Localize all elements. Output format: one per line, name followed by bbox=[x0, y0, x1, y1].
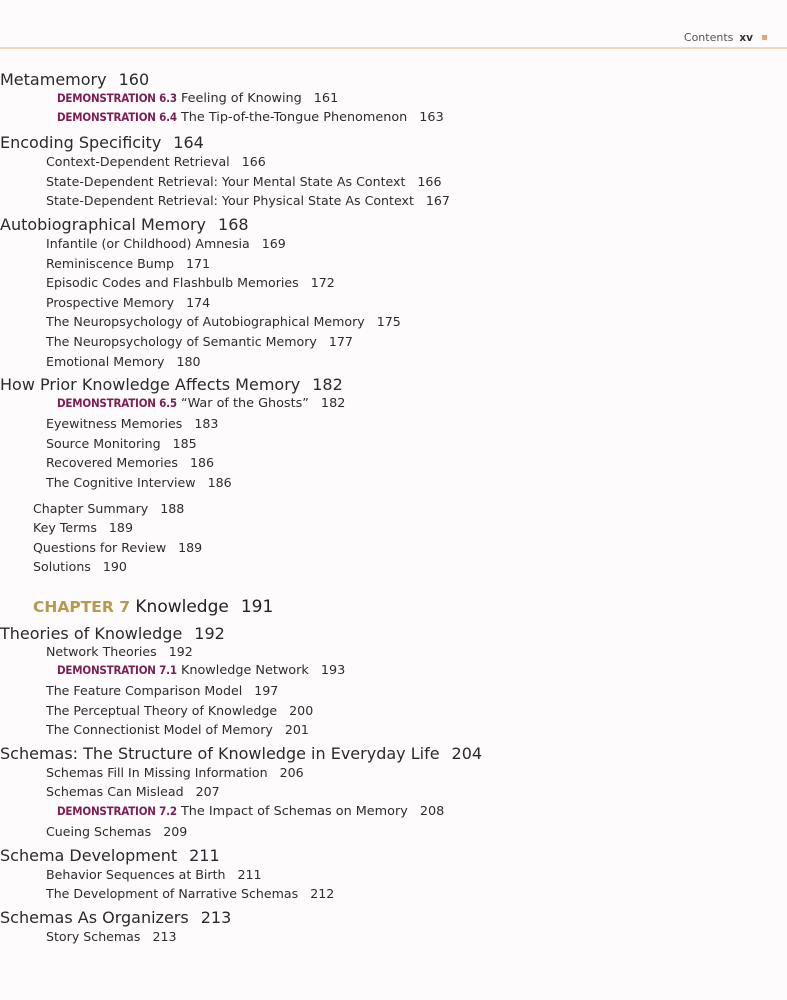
entry-title: Schema Development bbox=[0, 846, 178, 865]
entry-title: Feeling of Knowing bbox=[180, 91, 302, 106]
entry-page-number: 167 bbox=[425, 193, 450, 208]
entry-page-number: 168 bbox=[218, 215, 249, 234]
toc-entry-sub bbox=[46, 236, 286, 251]
chapter-label: CHAPTER 7 bbox=[33, 598, 130, 616]
entry-title: Recovered Memories bbox=[46, 455, 178, 470]
entry-title: Schemas: The Structure of Knowledge in Everyday Life bbox=[0, 744, 440, 763]
header-rule bbox=[0, 47, 787, 49]
entry-title: The Impact of Schemas on Memory bbox=[180, 804, 408, 819]
entry-page-number: 190 bbox=[102, 559, 127, 574]
toc-entry-section bbox=[0, 908, 231, 927]
entry-page-number: 182 bbox=[312, 375, 343, 394]
toc-entry-sub bbox=[46, 174, 441, 189]
entry-title: State-Dependent Retrieval: Your Physical State As Context bbox=[46, 193, 414, 208]
entry-page-number: 182 bbox=[320, 396, 346, 411]
toc-entry-demo bbox=[57, 91, 338, 106]
toc-entry-section bbox=[0, 846, 220, 865]
entry-title: Metamemory bbox=[0, 70, 107, 89]
entry-page-number: 213 bbox=[152, 929, 177, 944]
demonstration-label: DEMONSTRATION 7.2 bbox=[57, 804, 177, 818]
entry-page-number: 174 bbox=[186, 295, 211, 310]
entry-page-number: 191 bbox=[240, 597, 274, 617]
toc-entry-section bbox=[0, 215, 249, 234]
entry-page-number: 200 bbox=[289, 703, 314, 718]
toc-entry-sub bbox=[46, 314, 401, 329]
toc-entry-sub bbox=[46, 256, 210, 271]
entry-page-number: 164 bbox=[173, 133, 204, 152]
demonstration-label: DEMONSTRATION 6.3 bbox=[57, 91, 177, 105]
entry-title: The Neuropsychology of Semantic Memory bbox=[46, 334, 317, 349]
entry-title: Source Monitoring bbox=[46, 436, 161, 451]
entry-title: Chapter Summary bbox=[33, 501, 149, 516]
entry-page-number: 172 bbox=[310, 275, 335, 290]
entry-title: Emotional Memory bbox=[46, 354, 165, 369]
page-number: xv bbox=[739, 31, 753, 44]
entry-page-number: 192 bbox=[194, 624, 225, 643]
toc-entry-sub bbox=[46, 354, 201, 369]
entry-page-number: 180 bbox=[176, 354, 201, 369]
toc-entry-sub bbox=[46, 644, 193, 659]
entry-title: The Development of Narrative Schemas bbox=[46, 886, 299, 901]
entry-title: Context-Dependent Retrieval bbox=[46, 154, 230, 169]
entry-page-number: 163 bbox=[419, 110, 444, 125]
toc-entry-sub bbox=[46, 886, 334, 901]
entry-page-number: 204 bbox=[451, 744, 483, 763]
entry-title: Theories of Knowledge bbox=[0, 624, 183, 643]
demonstration-label: DEMONSTRATION 7.1 bbox=[57, 663, 177, 677]
entry-title: Knowledge bbox=[135, 597, 229, 617]
toc-entry-sub bbox=[46, 722, 309, 737]
toc-entry-sub bbox=[46, 416, 218, 431]
toc-entry-sub bbox=[46, 929, 177, 944]
entry-page-number: 212 bbox=[310, 886, 335, 901]
entry-page-number: 192 bbox=[168, 644, 193, 659]
entry-title: Encoding Specificity bbox=[0, 133, 162, 152]
toc-entry-section bbox=[0, 133, 204, 152]
entry-title: The Tip-of-the-Tongue Phenomenon bbox=[180, 110, 408, 125]
toc-entry-sub bbox=[46, 784, 220, 799]
running-head bbox=[684, 31, 767, 44]
toc-entry-sub bbox=[46, 824, 187, 839]
entry-page-number: 177 bbox=[328, 334, 353, 349]
entry-title: Schemas Fill In Missing Information bbox=[46, 765, 268, 780]
entry-title: Prospective Memory bbox=[46, 295, 175, 310]
entry-title: Episodic Codes and Flashbulb Memories bbox=[46, 275, 299, 290]
entry-page-number: 169 bbox=[261, 236, 286, 251]
entry-page-number: 160 bbox=[118, 70, 150, 89]
toc-entry-sub bbox=[46, 455, 214, 470]
toc-entry-sub bbox=[46, 683, 278, 698]
entry-page-number: 166 bbox=[241, 154, 266, 169]
entry-page-number: 211 bbox=[237, 867, 262, 882]
entry-title: Questions for Review bbox=[33, 540, 167, 555]
demonstration-label: DEMONSTRATION 6.5 bbox=[57, 396, 177, 410]
entry-page-number: 211 bbox=[189, 846, 220, 865]
toc-entry-section bbox=[0, 375, 343, 394]
entry-page-number: 213 bbox=[200, 908, 232, 927]
entry-title: Knowledge Network bbox=[180, 663, 309, 678]
entry-title: Autobiographical Memory bbox=[0, 215, 207, 234]
entry-page-number: 206 bbox=[279, 765, 304, 780]
entry-title: Story Schemas bbox=[46, 929, 141, 944]
entry-page-number: 189 bbox=[108, 520, 133, 535]
toc-entry-section bbox=[0, 744, 482, 763]
entry-page-number: 186 bbox=[207, 475, 232, 490]
entry-title: Eyewitness Memories bbox=[46, 416, 183, 431]
entry-page-number: 166 bbox=[417, 174, 442, 189]
entry-page-number: 193 bbox=[320, 663, 346, 678]
toc-entry-sub bbox=[46, 295, 210, 310]
toc-entry-top bbox=[33, 501, 184, 516]
toc-entry-sub bbox=[46, 193, 450, 208]
toc-entry-demo bbox=[57, 804, 444, 819]
entry-title: The Connectionist Model of Memory bbox=[46, 722, 273, 737]
entry-title: Infantile (or Childhood) Amnesia bbox=[46, 236, 250, 251]
entry-page-number: 171 bbox=[185, 256, 211, 271]
entry-title: Schemas As Organizers bbox=[0, 908, 189, 927]
entry-page-number: 186 bbox=[189, 455, 215, 470]
entry-title: The Feature Comparison Model bbox=[46, 683, 243, 698]
entry-title: Network Theories bbox=[46, 644, 157, 659]
toc-entry-sub bbox=[46, 275, 335, 290]
entry-page-number: 207 bbox=[195, 784, 220, 799]
toc-entry-section bbox=[0, 70, 149, 89]
toc-entry-demo bbox=[57, 396, 345, 411]
entry-title: Schemas Can Mislead bbox=[46, 784, 184, 799]
toc-entry-demo bbox=[57, 110, 444, 125]
toc-entry-chapter bbox=[33, 597, 273, 617]
toc-entry-section bbox=[0, 624, 225, 643]
entry-page-number: 189 bbox=[178, 540, 203, 555]
entry-page-number: 161 bbox=[313, 91, 339, 106]
entry-title: Cueing Schemas bbox=[46, 824, 152, 839]
entry-page-number: 208 bbox=[419, 804, 445, 819]
toc-entry-sub bbox=[46, 475, 232, 490]
toc-entry-top bbox=[33, 559, 127, 574]
entry-title: Reminiscence Bump bbox=[46, 256, 174, 271]
toc-entry-sub bbox=[46, 334, 353, 349]
toc-entry-sub bbox=[46, 765, 304, 780]
running-title: Contents bbox=[683, 31, 734, 44]
entry-title: Solutions bbox=[33, 559, 91, 574]
entry-title: The Cognitive Interview bbox=[46, 475, 196, 490]
entry-title: Behavior Sequences at Birth bbox=[46, 867, 226, 882]
entry-title: The Perceptual Theory of Knowledge bbox=[46, 703, 278, 718]
entry-title: Key Terms bbox=[33, 520, 97, 535]
entry-page-number: 183 bbox=[194, 416, 219, 431]
entry-title: The Neuropsychology of Autobiographical Memory bbox=[46, 314, 365, 329]
entry-title: State-Dependent Retrieval: Your Mental State As Context bbox=[46, 174, 406, 189]
toc-entry-sub bbox=[46, 154, 266, 169]
entry-page-number: 197 bbox=[254, 683, 279, 698]
entry-page-number: 188 bbox=[160, 501, 185, 516]
entry-title: “War of the Ghosts” bbox=[180, 396, 309, 411]
toc-entry-sub bbox=[46, 703, 313, 718]
toc-entry-top bbox=[33, 540, 202, 555]
entry-page-number: 209 bbox=[163, 824, 188, 839]
toc-entry-demo bbox=[57, 663, 345, 678]
entry-page-number: 201 bbox=[284, 722, 309, 737]
page-header bbox=[0, 0, 787, 49]
entry-page-number: 185 bbox=[172, 436, 197, 451]
toc-entry-sub bbox=[46, 867, 262, 882]
toc-entry-top bbox=[33, 520, 133, 535]
square-marker-icon bbox=[762, 35, 767, 40]
entry-page-number: 175 bbox=[376, 314, 401, 329]
demonstration-label: DEMONSTRATION 6.4 bbox=[57, 110, 177, 124]
toc-entry-sub bbox=[46, 436, 197, 451]
entry-title: How Prior Knowledge Affects Memory bbox=[0, 375, 301, 394]
